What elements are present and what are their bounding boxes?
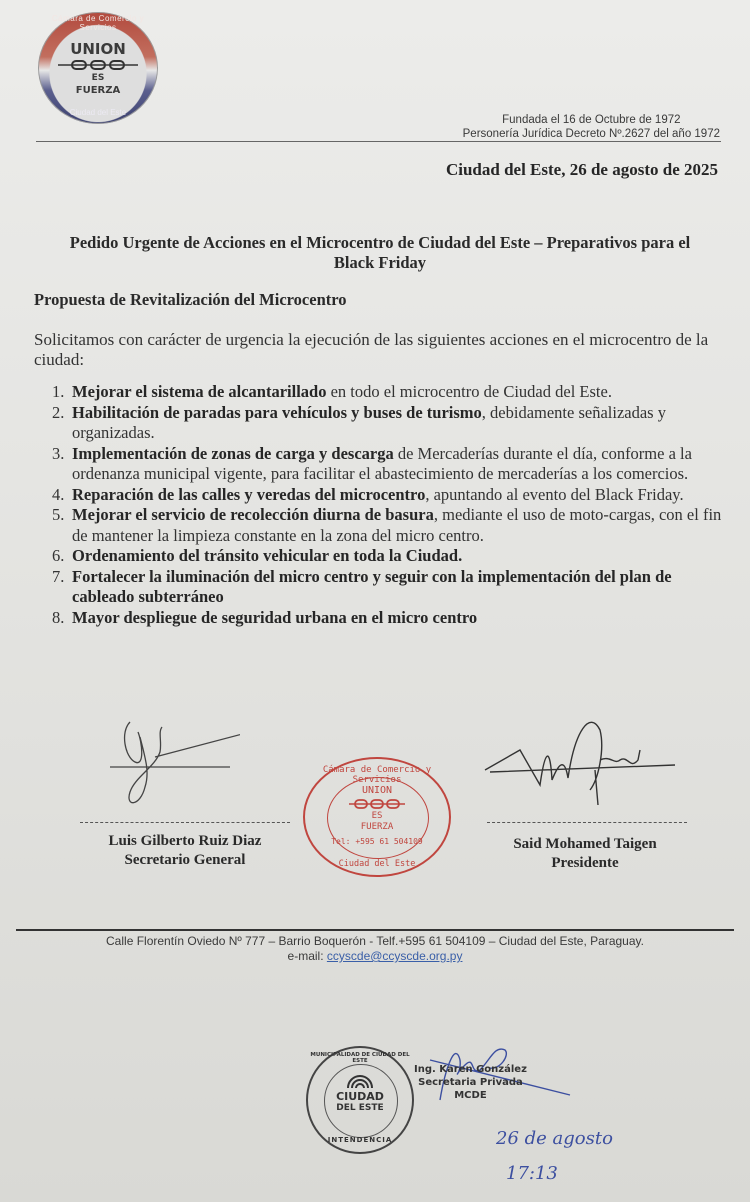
item-number: 3. <box>52 443 65 463</box>
logo-city-text: Ciudad del Este <box>69 108 127 117</box>
list-item <box>44 485 734 506</box>
logo-ring-text: Cámara de Comercio y Servicios <box>51 14 145 32</box>
signer-name-right: Said Mohamed Taigen <box>513 836 657 852</box>
list-item <box>44 546 734 567</box>
seal-fuerza: FUERZA <box>360 822 394 832</box>
signer-role-left: Secretario General <box>124 852 246 868</box>
founding-info <box>463 113 720 141</box>
proposal-subtitle: Propuesta de Revitalización del Microcentro <box>34 290 347 309</box>
letter-date: Ciudad del Este, 26 de agosto de 2025 <box>445 160 718 179</box>
item-number: 2. <box>52 402 65 422</box>
seal-union: UNION <box>361 785 393 796</box>
muni-center-2: DEL ESTE <box>336 1103 384 1113</box>
seal-es: ES <box>371 811 383 821</box>
item-number: 8. <box>52 607 65 627</box>
item-bold-text: Fortalecer la iluminación del micro centro y seguir con la implementación del plan de cableado subterráneo <box>72 566 672 606</box>
seal-phone: Tel: +595 61 504109 <box>331 837 423 846</box>
logo-fuerza-text: FUERZA <box>75 85 121 96</box>
item-bold-text: Mejorar el servicio de recolección diurna de basura <box>72 505 434 524</box>
item-bold-text: Habilitación de paradas para vehículos y buses de turismo <box>72 402 482 422</box>
signature-president <box>480 710 680 810</box>
logo-es-text: ES <box>91 73 105 83</box>
item-text: , debidamente señalizadas y organizadas. <box>72 402 666 442</box>
item-text: , mediante el uso de moto-cargas, con el fin de mantener la limpieza constante en la zona del micro centro. <box>72 505 722 545</box>
item-bold-text: Implementación de zonas de carga y descarga <box>72 443 394 463</box>
municipal-seal <box>306 1046 414 1154</box>
seal-city: Ciudad del Este <box>338 859 416 869</box>
chain-icon <box>349 799 405 809</box>
receiver-role: Secretaria Privada <box>418 1077 523 1088</box>
footer-address: Calle Florentín Oviedo Nº 777 – Barrio Boquerón - Telf.+595 61 504109 – Ciudad del Este, Paraguay. <box>106 934 644 948</box>
seal-ring-text: Cámara de Comercio y Servicios <box>322 765 432 785</box>
header-divider <box>36 141 721 142</box>
muni-ring-text: MUNICIPALIDAD DE CIUDAD DEL ESTE <box>310 1052 410 1064</box>
item-text: , apuntando al evento del Black Friday. <box>425 484 684 504</box>
muni-center-1: CIUDAD <box>336 1090 384 1103</box>
title-line-2: Black Friday <box>333 253 427 272</box>
founded-date: Fundada el 16 de Octubre de 1972 <box>502 114 681 126</box>
list-item <box>44 505 734 546</box>
muni-bottom-text: INTENDENCIA <box>327 1136 393 1144</box>
signature-line-right <box>487 822 687 823</box>
letter-title <box>20 233 740 273</box>
legal-decree: Personería Jurídica Decreto Nº.2627 del año 1972 <box>462 128 720 140</box>
list-item <box>44 403 734 444</box>
item-bold-text: Mejorar el sistema de alcantarillado <box>72 382 327 401</box>
email-link[interactable]: ccyscde@ccyscde.org.py <box>326 949 463 963</box>
chamber-logo <box>38 12 158 124</box>
email-label: e-mail: <box>287 949 327 963</box>
item-bold-text: Reparación de las calles y veredas del microcentro <box>72 484 426 504</box>
receiver-block <box>414 1063 527 1102</box>
signature-secretary <box>100 712 240 812</box>
item-number: 6. <box>52 546 65 565</box>
item-number: 5. <box>52 505 65 524</box>
logo-union-text: UNION <box>70 40 126 58</box>
intro-paragraph: Solicitamos con carácter de urgencia la ejecución de las siguientes acciones en el microcentro de la ciudad: <box>34 330 709 369</box>
chamber-seal <box>303 757 451 877</box>
item-bold-text: Mayor despliegue de seguridad urbana en el micro centro <box>72 607 478 627</box>
item-text: de Mercaderías durante el día, conforme a la ordenanza municipal vigente, para facilitar el abastecimiento de mercaderías a los comercios. <box>72 443 692 483</box>
handwritten-date: 26 de agosto <box>496 1128 613 1149</box>
actions-list <box>44 382 734 628</box>
list-item <box>44 382 734 403</box>
list-item <box>44 567 734 608</box>
signer-name-left: Luis Gilberto Ruiz Diaz <box>108 833 262 849</box>
item-number: 1. <box>52 382 65 401</box>
item-bold-text: Ordenamiento del tránsito vehicular en toda la Ciudad. <box>72 546 463 565</box>
item-number: 4. <box>52 484 65 504</box>
chain-icon <box>58 60 138 70</box>
signer-role-right: Presidente <box>551 855 619 871</box>
handwritten-time: 17:13 <box>506 1163 558 1184</box>
list-item <box>44 444 734 485</box>
signature-line-left <box>80 822 290 823</box>
list-item <box>44 608 734 629</box>
title-line-1: Pedido Urgente de Acciones en el Microcentro de Ciudad del Este – Preparativos para el <box>69 233 691 252</box>
receiver-org: MCDE <box>454 1090 487 1101</box>
item-number: 7. <box>52 566 65 586</box>
footer-divider <box>16 929 734 931</box>
signal-arcs-icon <box>342 1072 378 1088</box>
item-text: en todo el microcentro de Ciudad del Este. <box>326 382 612 401</box>
footer-email-line <box>0 949 750 963</box>
receiver-name: Ing. Karen González <box>414 1064 527 1075</box>
